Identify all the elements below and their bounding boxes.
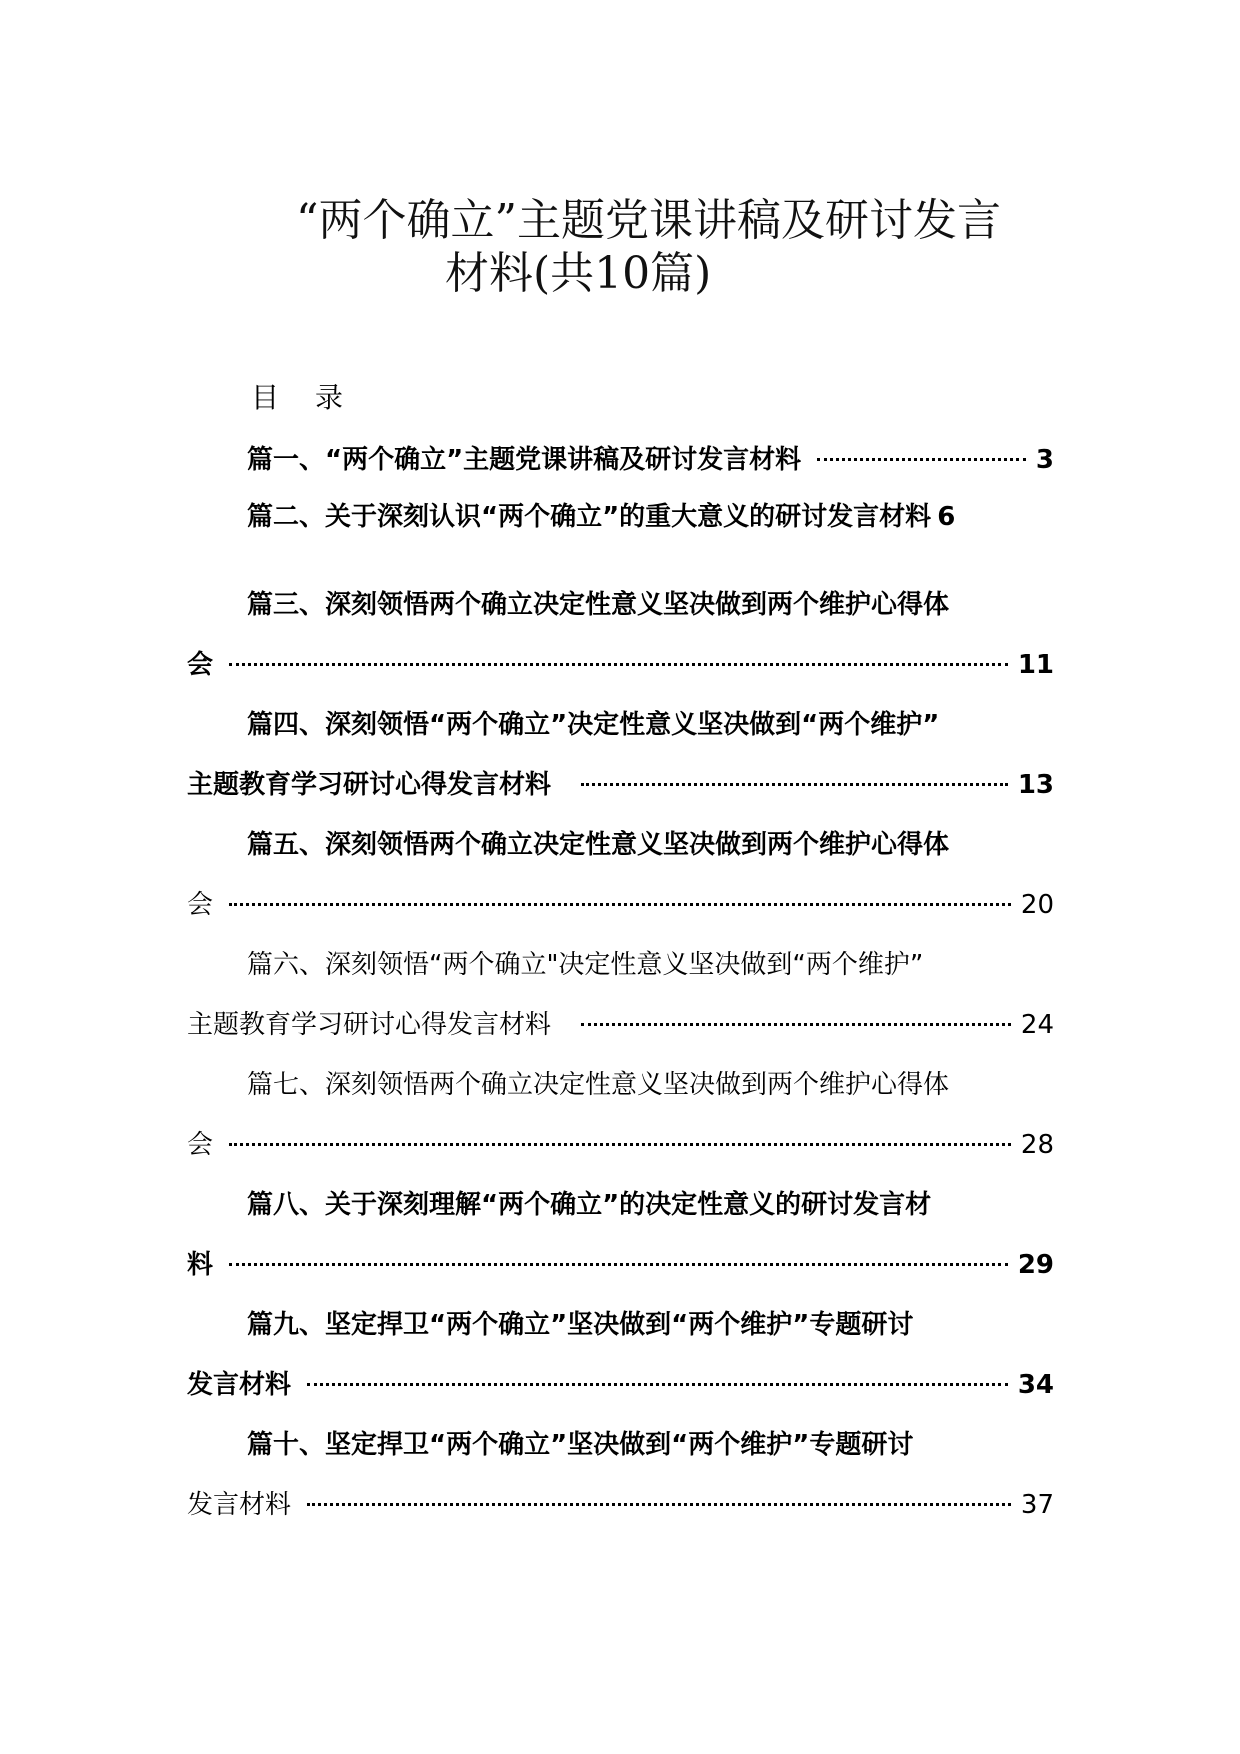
document-title-line-1: “两个确立”主题党课讲稿及研讨发言 (296, 195, 1001, 246)
toc-entry-3-continuation[interactable] (187, 648, 1054, 682)
toc-entry-title-cont: 会 (187, 890, 214, 920)
toc-entry-title: 篇六、深刻领悟“两个确立"决定性意义坚决做到“两个维护” (247, 950, 924, 980)
dot-leader (307, 1383, 1008, 1386)
dot-leader (229, 1263, 1008, 1266)
toc-entry-title-cont: 会 (187, 1130, 214, 1160)
toc-entry-3[interactable] (247, 588, 1054, 622)
toc-entry-page: 24 (1020, 1010, 1054, 1040)
document-title-line-2: 材料(共10篇) (445, 248, 712, 299)
toc-entry-5-continuation[interactable] (187, 888, 1054, 922)
toc-entry-9[interactable] (247, 1308, 1054, 1342)
toc-entry-7[interactable] (247, 1068, 1054, 1102)
dot-leader (581, 783, 1008, 786)
dot-leader (307, 1503, 1011, 1506)
dot-leader (229, 903, 1011, 906)
toc-entry-title-cont: 料 (187, 1250, 214, 1280)
dot-leader (229, 663, 1008, 666)
toc-entry-2[interactable] (247, 500, 1054, 534)
toc-heading (251, 381, 343, 415)
toc-heading-char: 录 (315, 381, 344, 414)
toc-entry-title: 篇五、深刻领悟两个确立决定性意义坚决做到两个维护心得体 (247, 830, 950, 860)
toc-entry-page: 29 (1017, 1250, 1054, 1280)
toc-entry-title-cont: 发言材料 (187, 1370, 292, 1400)
toc-entry-7-continuation[interactable] (187, 1128, 1054, 1162)
toc-entry-page: 13 (1017, 770, 1054, 800)
toc-entry-title: 篇九、坚定捍卫“两个确立”坚决做到“两个维护”专题研讨 (247, 1310, 914, 1340)
toc-entry-page: 3 (1035, 445, 1054, 475)
toc-entry-page: 28 (1020, 1130, 1054, 1160)
toc-entry-title: 篇三、深刻领悟两个确立决定性意义坚决做到两个维护心得体 (247, 590, 950, 620)
toc-entry-5[interactable] (247, 828, 1054, 862)
toc-entry-title: 篇十、坚定捍卫“两个确立”坚决做到“两个维护”专题研讨 (247, 1430, 914, 1460)
toc-entry-page: 20 (1020, 890, 1054, 920)
toc-entry-8-continuation[interactable] (187, 1248, 1054, 1282)
toc-entry-title: 篇八、关于深刻理解“两个确立”的决定性意义的研讨发言材 (247, 1190, 932, 1220)
toc-entry-10[interactable] (247, 1428, 1054, 1462)
toc-entry-title-cont: 主题教育学习研讨心得发言材料 (187, 770, 552, 800)
toc-entry-6[interactable] (247, 948, 1054, 982)
toc-entry-10-continuation[interactable] (187, 1488, 1054, 1522)
toc-entry-4[interactable] (247, 708, 1054, 742)
toc-entry-title-cont: 主题教育学习研讨心得发言材料 (187, 1010, 552, 1040)
toc-entry-8[interactable] (247, 1188, 1054, 1222)
toc-entry-title: 篇七、深刻领悟两个确立决定性意义坚决做到两个维护心得体 (247, 1070, 950, 1100)
toc-entry-page: 37 (1020, 1490, 1054, 1520)
toc-heading-char: 目 (251, 381, 280, 414)
dot-leader (229, 1143, 1011, 1146)
toc-entry-9-continuation[interactable] (187, 1368, 1054, 1402)
dot-leader (817, 458, 1026, 461)
toc-entry-title-cont: 发言材料 (187, 1490, 292, 1520)
toc-entry-title: 篇二、关于深刻认识“两个确立”的重大意义的研讨发言材料 (247, 502, 932, 532)
dot-leader (581, 1023, 1011, 1026)
toc-entry-title: 篇四、深刻领悟“两个确立”决定性意义坚决做到“两个维护” (247, 710, 940, 740)
toc-entry-page: 11 (1017, 650, 1054, 680)
toc-entry-page: 34 (1017, 1370, 1054, 1400)
toc-entry-title-cont: 会 (187, 650, 214, 680)
toc-entry-6-continuation[interactable] (187, 1008, 1054, 1042)
toc-entry-page: 6 (937, 502, 956, 532)
toc-entry-1[interactable] (247, 443, 1054, 477)
toc-entry-title: 篇一、“两个确立”主题党课讲稿及研讨发言材料 (247, 445, 802, 475)
toc-entry-4-continuation[interactable] (187, 768, 1054, 802)
